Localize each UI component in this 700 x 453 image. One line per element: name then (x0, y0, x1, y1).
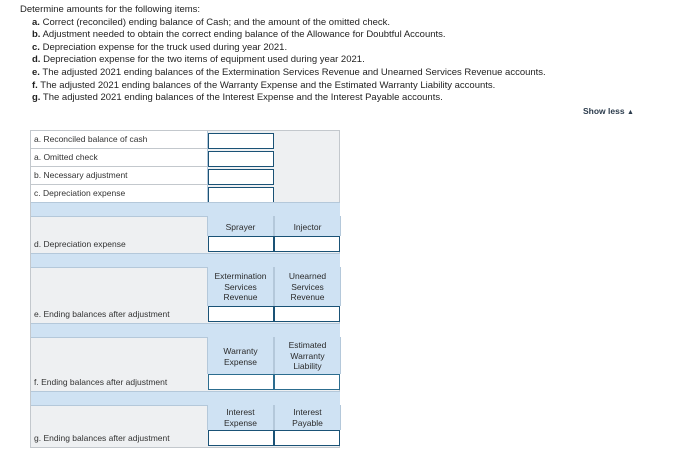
row-label-depreciation-expense-d: d. Depreciation expense (31, 236, 207, 253)
row-label-ending-balances-e: e. Ending balances after adjustment (31, 306, 207, 323)
input-unearned-services-revenue[interactable] (274, 306, 340, 322)
row-label-omitted-check: a. Omitted check (31, 149, 207, 167)
column-header-extermination-services-revenue: Extermination Services Revenue (214, 271, 267, 302)
instruction-item-c: c. Depreciation expense for the truck used during year 2021. (32, 41, 288, 53)
input-interest-payable[interactable] (274, 430, 340, 446)
column-header-sprayer: Sprayer (225, 222, 256, 232)
instruction-item-e: e. The adjusted 2021 ending balances of the Extermination Services Revenue and Unearned Services Revenue accounts. (32, 66, 546, 78)
input-estimated-warranty-liability[interactable] (274, 374, 340, 390)
input-necessary-adjustment[interactable] (208, 169, 274, 185)
column-header-interest-expense: Interest Expense (223, 407, 258, 428)
column-header-unearned-services-revenue: Unearned Services Revenue (288, 271, 327, 302)
input-extermination-services-revenue[interactable] (208, 306, 274, 322)
instructions (20, 4, 546, 105)
instruction-item-b: b. Adjustment needed to obtain the correct ending balance of the Allowance for Doubtful Accounts. (32, 29, 446, 41)
instruction-item-d: d. Depreciation expense for the two items of equipment used during year 2021. (32, 54, 365, 66)
input-injector[interactable] (274, 236, 340, 252)
input-warranty-expense[interactable] (208, 374, 274, 390)
instruction-item-f: f. The adjusted 2021 ending balances of the Warranty Expense and the Estimated Warranty Liability accounts. (32, 79, 496, 91)
input-sprayer[interactable] (208, 236, 274, 252)
row-label-reconciled-cash: a. Reconciled balance of cash (31, 131, 207, 149)
column-header-warranty-expense: Warranty Expense (223, 346, 258, 367)
instruction-item-a: a. Correct (reconciled) ending balance of Cash; and the amount of the omitted check. (32, 16, 391, 28)
input-reconciled-cash[interactable] (208, 133, 274, 149)
instructions-heading: Determine amounts for the following items: (20, 4, 201, 15)
column-header-injector: Injector (293, 222, 322, 232)
instruction-item-g: g. The adjusted 2021 ending balances of the Interest Expense and the Interest Payable accounts. (32, 92, 443, 104)
column-header-interest-payable: Interest Payable (292, 407, 323, 428)
section-f-separator (31, 323, 340, 338)
input-omitted-check[interactable] (208, 151, 274, 167)
section-d-separator (31, 202, 340, 217)
row-label-depreciation-expense-c: c. Depreciation expense (31, 185, 207, 202)
section-e-separator (31, 253, 340, 268)
show-less-button[interactable]: Show less ▲ (583, 106, 634, 116)
row-label-necessary-adjustment: b. Necessary adjustment (31, 167, 207, 185)
column-header-estimated-warranty-liability: Estimated Warranty Liability (288, 340, 327, 371)
row-label-ending-balances-g: g. Ending balances after adjustment (31, 430, 207, 447)
section-g-separator (31, 391, 340, 406)
section-f-left-filler (31, 338, 207, 374)
input-depreciation-expense-c[interactable] (208, 187, 274, 203)
row-label-ending-balances-f: f. Ending balances after adjustment (31, 374, 207, 391)
input-interest-expense[interactable] (208, 430, 274, 446)
caret-up-icon: ▲ (626, 109, 634, 116)
